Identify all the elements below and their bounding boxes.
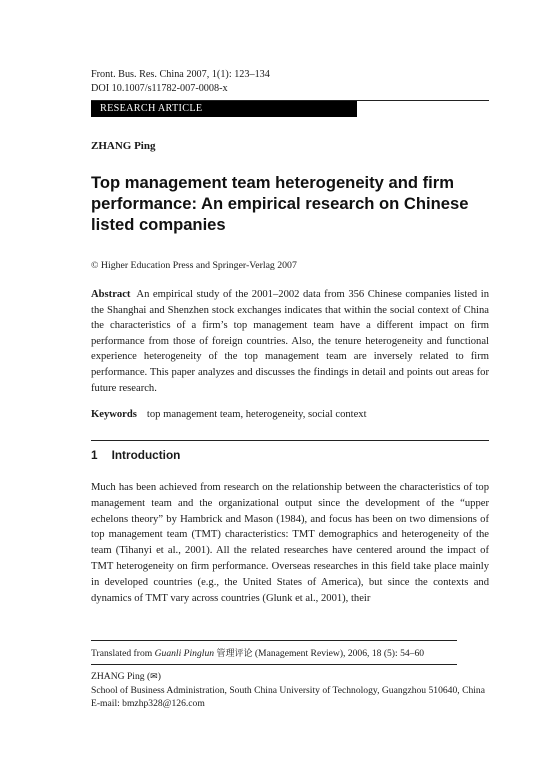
keywords-text: top management team, heterogeneity, social context (146, 409, 367, 420)
keywords (91, 407, 489, 423)
article-type-bar (91, 101, 357, 117)
doi: DOI 10.1007/s11782-007-0008-x (91, 82, 228, 94)
translation-suffix: (Management Review), 2006, 18 (5): 54–60 (252, 648, 425, 659)
translation-prefix: Translated from (91, 648, 155, 659)
journal-header (91, 68, 489, 95)
copyright-notice: © Higher Education Press and Springer-Verlag 2007 (91, 260, 297, 271)
translation-note (91, 646, 489, 659)
article-type-label: RESEARCH ARTICLE (100, 103, 203, 114)
abstract (91, 287, 489, 396)
section-rule (91, 440, 489, 441)
abstract-text: An empirical study of the 2001–2002 data from 356 Chinese companies listed in the Shanghai and Shenzhen stock exchanges indicates that within the social context of China the characteristics of a firm’s top management team have a different impact on firm performance from those of foreign countries. Also, the tenure heterogeneity and functional experience heterogeneity of the top management team are inversely related to firm performance. This paper analyzes and discusses the findings in detail and points out areas for future research. (91, 289, 489, 394)
author-name: ZHANG Ping (91, 140, 156, 152)
contact-name-close: ) (157, 671, 161, 682)
contact-name: ZHANG Ping ( (91, 671, 151, 682)
introduction-paragraph: Much has been achieved from research on the relationship between the characteristics of top management team and the organizational output since the development of the “upper echelons theory” by Hambrick and Mason (1984), and focus has been on two dimensions of top management team (TMT) characteristics: TMT demographics and heterogeneity of the team (Tihanyi et al., 2001). All the related researches have centered around the impact of TMT heterogeneity on firm performance. Overseas researches in this field take place mainly in developed countries (e.g., the United States of America), but since the contexts and dynamics of TMT vary across countries (Glunk et al., 2001), their (91, 482, 489, 604)
source-journal-chinese: 管理评论 (216, 649, 253, 659)
contact-affiliation: School of Business Administration, South China University of Technology, Guangzhou 510640, China (91, 685, 485, 696)
paper-title: Top management team heterogeneity and firm performance: An empirical research on Chinese listed companies (91, 173, 469, 234)
source-journal: Guanli Pinglun (154, 648, 215, 659)
footnote-rule (91, 640, 457, 641)
keywords-label: Keywords (91, 409, 137, 420)
author-contact (91, 670, 489, 710)
section-heading-introduction (91, 448, 489, 462)
section-number: 1 (91, 448, 98, 462)
envelope-icon: ✉ (150, 672, 158, 682)
citation: Front. Bus. Res. China 2007, 1(1): 123–134 (91, 69, 270, 80)
footnote-rule-2 (91, 664, 457, 665)
contact-email[interactable]: E-mail: bmzhp328@126.com (91, 698, 205, 709)
section-title: Introduction (111, 448, 181, 462)
contact-name-line (91, 670, 489, 684)
abstract-label: Abstract (91, 289, 131, 300)
